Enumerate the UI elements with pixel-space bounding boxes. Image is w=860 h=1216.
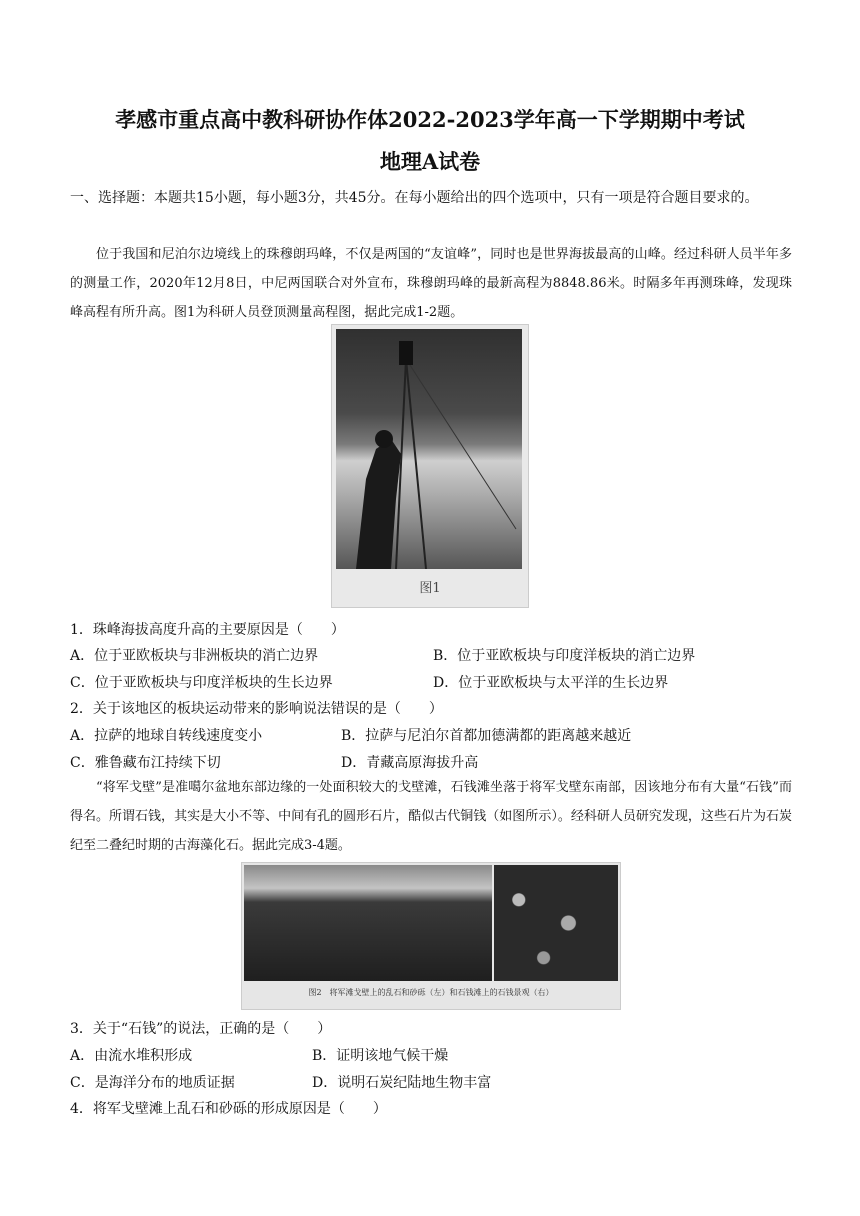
gobi-photo-left — [244, 865, 492, 981]
exam-title: 孝感市重点高中教科研协作体2022-2023学年高一下学期期中考试 — [115, 107, 745, 132]
q4-stem: 4．将军戈壁滩上乱石和砂砾的形成原因是（ ） — [70, 1101, 387, 1117]
q2-option-a: A．拉萨的地球自转线速度变小 — [70, 728, 263, 744]
figure-2 — [241, 862, 621, 1010]
stone-coin-photo-right — [494, 865, 618, 981]
q2-stem: 2．关于该地区的板块运动带来的影响说法错误的是（ ） — [70, 701, 443, 717]
q3-option-c: C．是海洋分布的地质证据 — [70, 1075, 235, 1091]
passage-1: 位于我国和尼泊尔边境线上的珠穆朗玛峰，不仅是两国的“友谊峰”，同时也是世界海拔最高的山峰。经过科研人员半年多的测量工作，2020年12月8日，中尼两国联合对外宣布，珠穆朗玛峰的最新高程为8848.86米。时隔多年再测珠峰，发现珠峰高程有所升高。图1为科研人员登顶测量高程图，据此完成1-2题。 — [70, 247, 792, 320]
q3-stem: 3．关于“石钱”的说法，正确的是（ ） — [70, 1021, 332, 1037]
q1-option-b: B．位于亚欧板块与印度洋板块的消亡边界 — [433, 648, 696, 664]
q1-option-d: D．位于亚欧板块与太平洋的生长边界 — [433, 675, 669, 691]
q3-option-a: A．由流水堆积形成 — [70, 1048, 193, 1064]
passage-2: “将军戈壁”是准噶尔盆地东部边缘的一处面积较大的戈壁滩，石钱滩坐落于将军戈壁东南部，因该地分布有大量“石钱”而得名。所谓石钱，其实是大小不等、中间有孔的圆形石片，酷似古代铜钱（如图所示）。经科研人员研究发现，这些石片为石炭纪至二叠纪时期的古海藻化石。据此完成3-4题。 — [70, 780, 792, 853]
surveyor-illustration — [336, 329, 522, 569]
figure-2-caption: 图2 将军滩戈壁上的乱石和砂砾（左）和石钱滩上的石钱景观（右） — [308, 988, 554, 997]
exam-subtitle: 地理A试卷 — [379, 149, 481, 174]
q2-option-d: D．青藏高原海拔升高 — [341, 755, 479, 771]
q2-option-b: B．拉萨与尼泊尔首都加德满都的距离越来越近 — [341, 728, 632, 744]
q3-option-d: D．说明石炭纪陆地生物丰富 — [312, 1075, 492, 1091]
figure-1-caption: 图1 — [419, 581, 441, 596]
surveyor-photo — [336, 329, 522, 569]
q3-option-b: B．证明该地气候干燥 — [312, 1048, 449, 1064]
section-instructions: 一、选择题：本题共15小题，每小题3分，共45分。在每小题给出的四个选项中，只有一项是符合题目要求的。 — [70, 190, 759, 206]
q2-option-c: C．雅鲁藏布江持续下切 — [70, 755, 221, 771]
q1-stem: 1．珠峰海拔高度升高的主要原因是（ ） — [70, 622, 345, 638]
q1-option-a: A．位于亚欧板块与非洲板块的消亡边界 — [70, 648, 319, 664]
q1-option-c: C．位于亚欧板块与印度洋板块的生长边界 — [70, 675, 333, 691]
figure-1 — [331, 324, 529, 608]
